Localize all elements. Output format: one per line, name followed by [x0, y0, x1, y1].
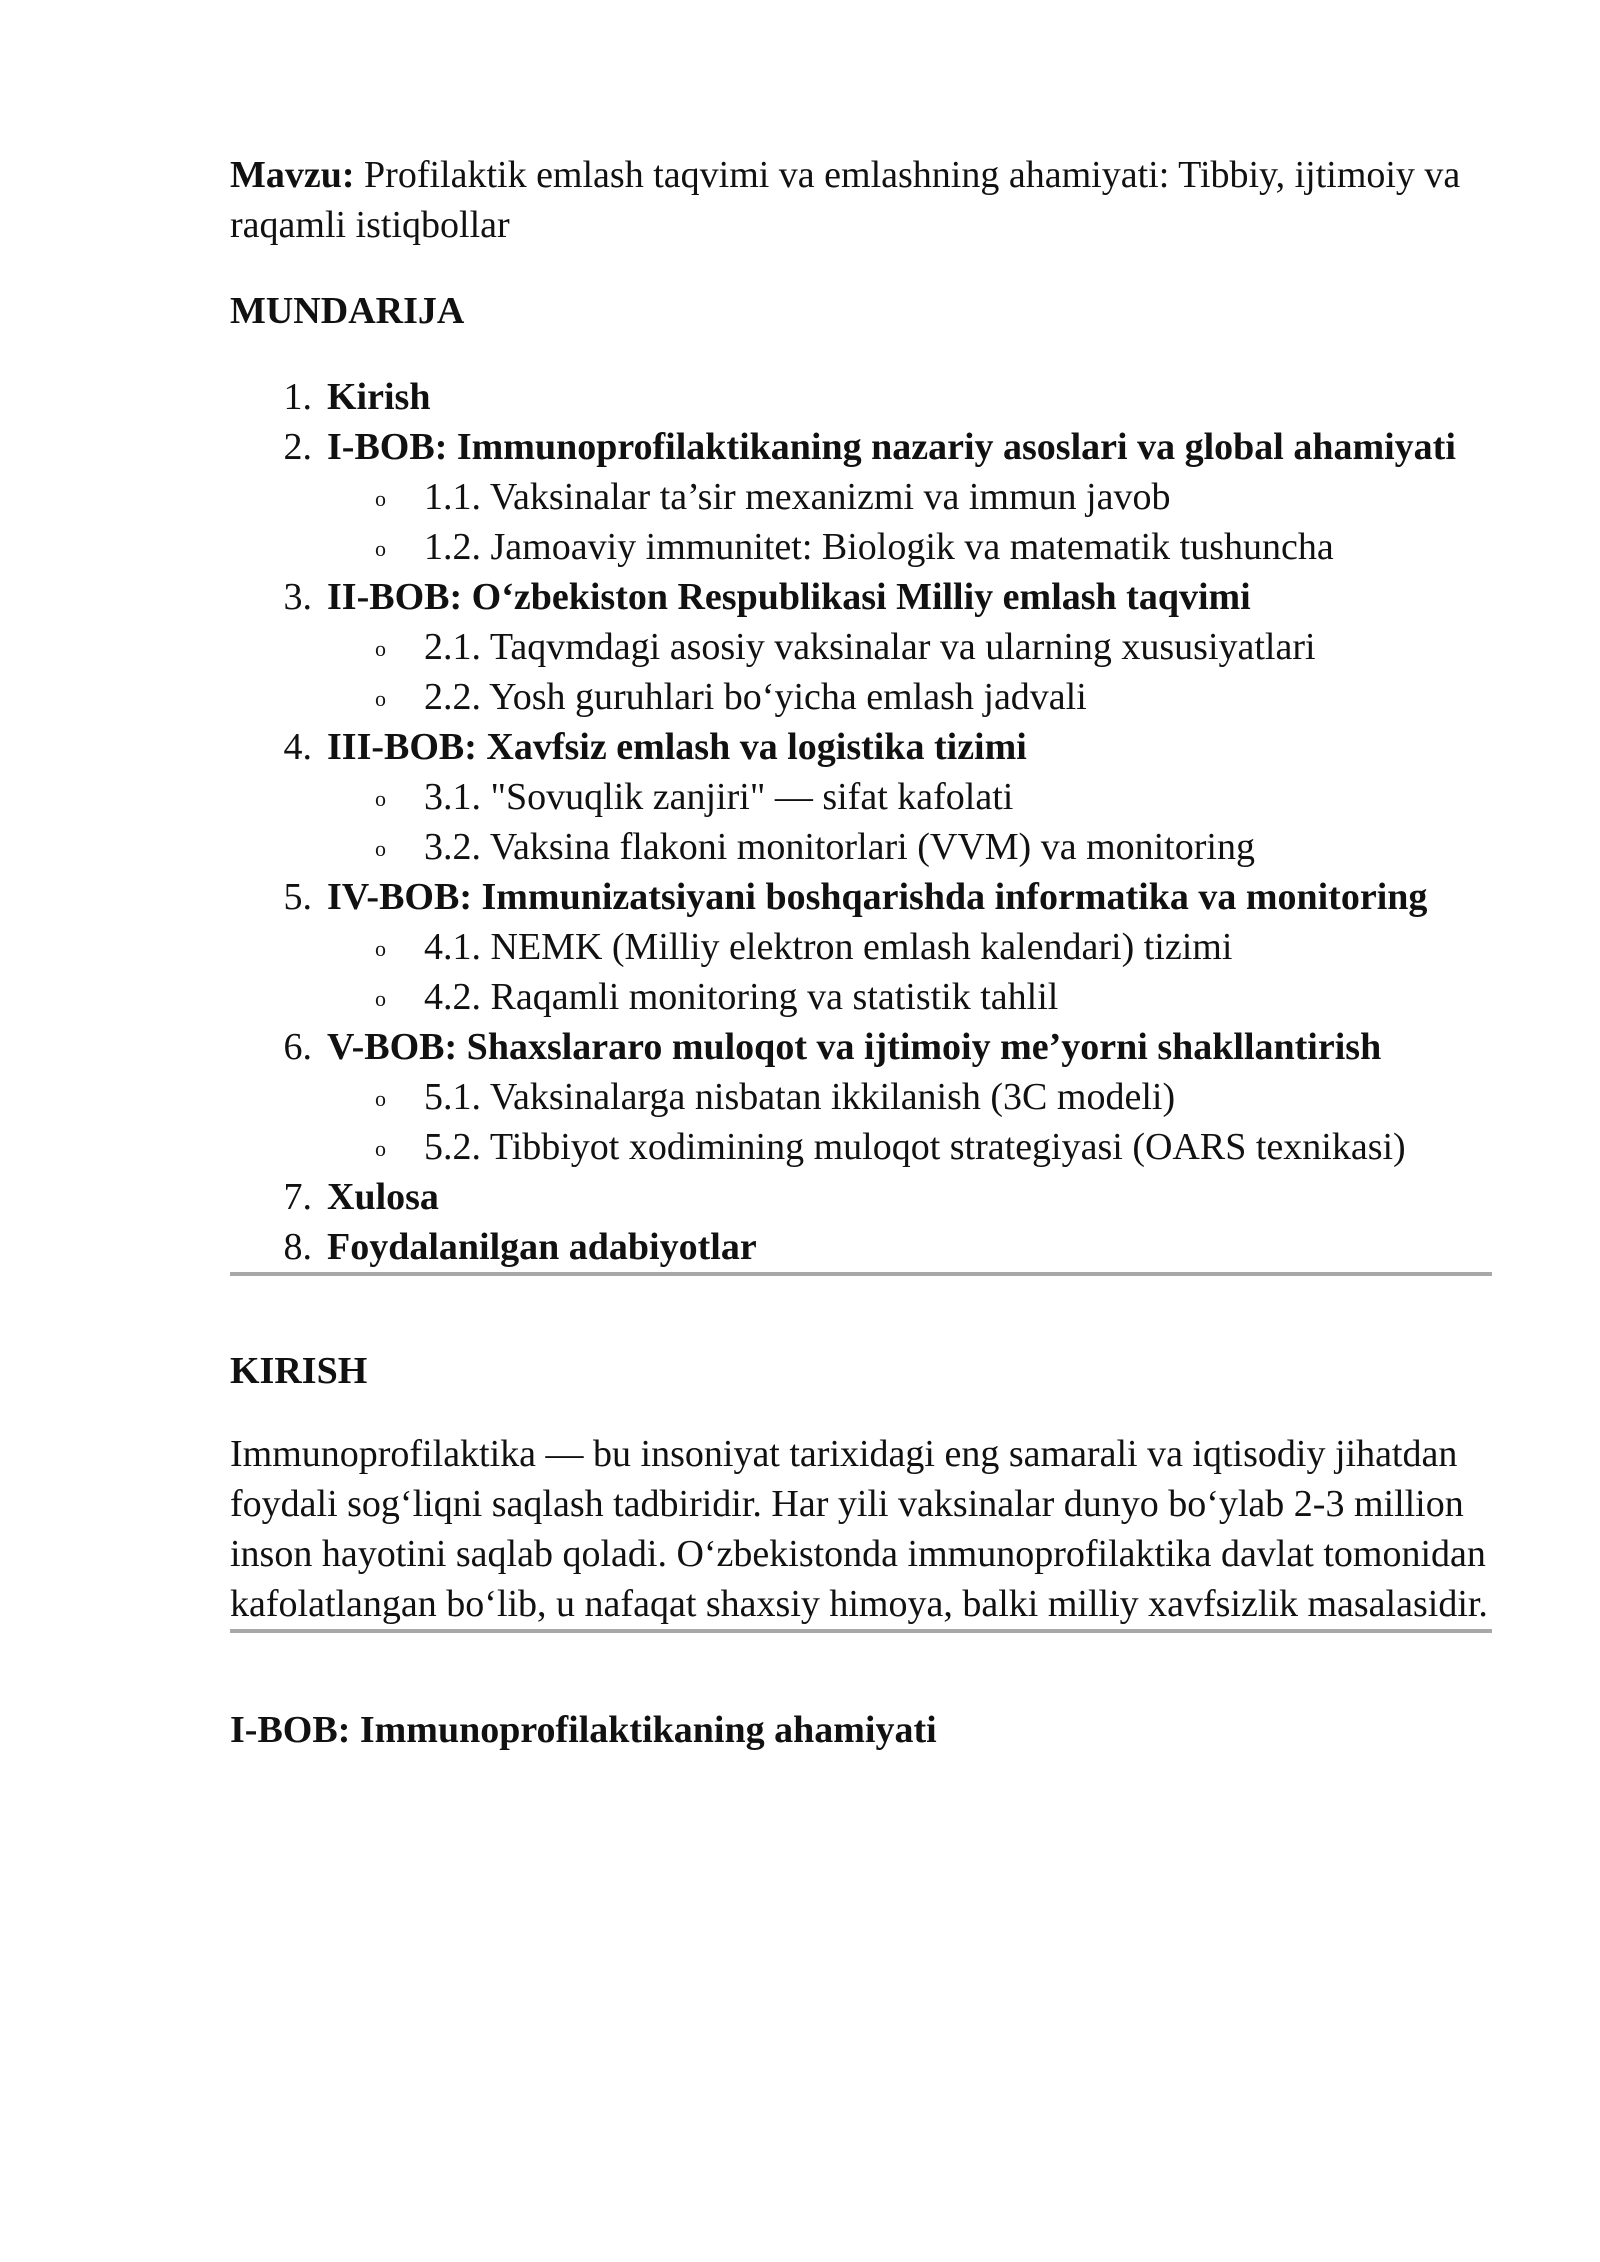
toc-subitem-text: 5.1. Vaksinalarga nisbatan ikkilanish (3C modeli) [424, 1076, 1176, 1118]
toc-subitem-text: 1.2. Jamoaviy immunitet: Biologik va matematik tushuncha [424, 526, 1334, 568]
topic-label: Mavzu: [230, 154, 355, 196]
toc-item-5 [230, 872, 1492, 1022]
toc-item-8 [230, 1222, 1492, 1272]
toc-item-1 [230, 372, 1492, 422]
toc-heading: MUNDARIJA [230, 290, 465, 332]
toc-subitem [327, 472, 1492, 522]
toc-item-number: 6. [283, 1026, 312, 1068]
toc-sublist [327, 472, 1492, 572]
bullet-icon: o [375, 686, 386, 711]
toc-item-number: 3. [283, 576, 312, 618]
toc-subitem-text: 4.2. Raqamli monitoring va statistik tahlil [424, 976, 1059, 1018]
toc-item-title: III-BOB: Xavfsiz emlash va logistika tizimi [327, 726, 1027, 768]
bullet-icon: o [375, 1086, 386, 1111]
toc-item-number: 1. [283, 376, 312, 418]
toc-item-3 [230, 572, 1492, 722]
toc-subitem-text: 5.2. Tibbiyot xodimining muloqot strategiyasi (OARS texnikasi) [424, 1126, 1406, 1168]
toc-subitem-text: 1.1. Vaksinalar ta’sir mexanizmi va immun javob [424, 476, 1171, 518]
toc-sublist [327, 622, 1492, 722]
toc-item-7 [230, 1172, 1492, 1222]
toc-subitem [327, 922, 1492, 972]
toc-subitem [327, 522, 1492, 572]
toc-sublist [327, 1072, 1492, 1172]
toc-item-number: 4. [283, 726, 312, 768]
section-divider [230, 1629, 1492, 1633]
toc-subitem [327, 1072, 1492, 1122]
toc-subitem-text: 2.2. Yosh guruhlari bo‘yicha emlash jadvali [424, 676, 1087, 718]
toc-item-title: V-BOB: Shaxslararo muloqot va ijtimoiy me’yorni shakllantirish [327, 1026, 1382, 1068]
bullet-icon: o [375, 536, 386, 561]
bullet-icon: o [375, 636, 386, 661]
toc-item-number: 5. [283, 876, 312, 918]
toc-item-title: II-BOB: O‘zbekiston Respublikasi Milliy emlash taqvimi [327, 576, 1251, 618]
toc-sublist [327, 772, 1492, 872]
bullet-icon: o [375, 936, 386, 961]
toc-item-title: Xulosa [327, 1176, 439, 1218]
toc-item-title: IV-BOB: Immunizatsiyani boshqarishda informatika va monitoring [327, 876, 1428, 918]
toc-subitem-text: 2.1. Taqvmdagi asosiy vaksinalar va ularning xususiyatlari [424, 626, 1316, 668]
toc-item-title: Kirish [327, 376, 431, 418]
toc-item-4 [230, 722, 1492, 872]
toc-subitem-text: 3.2. Vaksina flakoni monitorlari (VVM) va monitoring [424, 826, 1255, 868]
toc-item-number: 2. [283, 426, 312, 468]
section-divider [230, 1272, 1492, 1276]
toc-subitem [327, 672, 1492, 722]
toc-sublist [327, 922, 1492, 1022]
bullet-icon: o [375, 1136, 386, 1161]
toc-subitem [327, 972, 1492, 1022]
toc-subitem [327, 1122, 1492, 1172]
kirish-heading: KIRISH [230, 1350, 368, 1392]
toc-subitem [327, 822, 1492, 872]
toc-item-number: 7. [283, 1176, 312, 1218]
kirish-paragraph: Immunoprofilaktika — bu insoniyat tarixidagi eng samarali va iqtisodiy jihatdan foydali sog‘liqni saqlash tadbiridir. Har yili vaksinalar dunyo bo‘ylab 2-3 million inson hayotini saqlab qoladi. O‘zbekistonda immunoprofilaktika davlat tomonidan kafolatlangan bo‘lib, u nafaqat shaxsiy himoya, balki milliy xavfsizlik masalasidir. [230, 1433, 1488, 1625]
toc-item-number: 8. [283, 1226, 312, 1268]
toc-subitem [327, 772, 1492, 822]
toc-list [230, 372, 1492, 1272]
toc-subitem [327, 622, 1492, 672]
toc-item-title: Foydalanilgan adabiyotlar [327, 1226, 757, 1268]
bullet-icon: o [375, 836, 386, 861]
toc-item-6 [230, 1022, 1492, 1172]
chapter-1-heading: I-BOB: Immunoprofilaktikaning ahamiyati [230, 1709, 937, 1751]
topic-text: Profilaktik emlash taqvimi va emlashning ahamiyati: Tibbiy, ijtimoiy va raqamli istiqbollar [230, 154, 1461, 246]
toc-item-2 [230, 422, 1492, 572]
topic-line [230, 150, 1492, 250]
bullet-icon: o [375, 786, 386, 811]
toc-subitem-text: 3.1. "Sovuqlik zanjiri" — sifat kafolati [424, 776, 1014, 818]
document-page [230, 150, 1492, 1755]
toc-item-title: I-BOB: Immunoprofilaktikaning nazariy asoslari va global ahamiyati [327, 426, 1456, 468]
bullet-icon: o [375, 986, 386, 1011]
bullet-icon: o [375, 486, 386, 511]
toc-subitem-text: 4.1. NEMK (Milliy elektron emlash kalendari) tizimi [424, 926, 1233, 968]
